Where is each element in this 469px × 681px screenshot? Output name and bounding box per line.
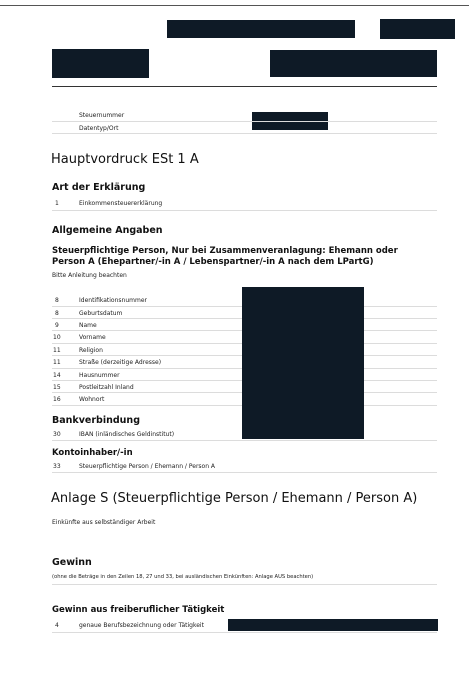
row-number: 10 bbox=[53, 334, 61, 341]
page-title: Hauptvordruck ESt 1 A bbox=[51, 152, 199, 167]
row-label: Identifikationsnummer bbox=[79, 297, 147, 304]
row-number: 33 bbox=[53, 463, 61, 470]
redacted-header-field bbox=[52, 49, 149, 78]
row-divider bbox=[52, 632, 437, 633]
row-label: Einkommensteuererklärung bbox=[79, 200, 163, 207]
row-divider bbox=[52, 121, 437, 122]
redacted-header-field bbox=[270, 50, 437, 77]
row-number: 11 bbox=[53, 347, 61, 354]
redacted-header-field bbox=[380, 19, 455, 39]
section-heading-kontoinhaber: Kontoinhaber/-in bbox=[52, 448, 133, 458]
row-number: 11 bbox=[53, 359, 61, 366]
section-heading-allgemeine: Allgemeine Angaben bbox=[52, 225, 163, 236]
redacted-berufsbezeichnung bbox=[228, 619, 438, 631]
section-subheading-person: Steuerpflichtige Person, Nur bei Zusammenveranlagung: Ehemann oder Person A (Ehepartner/-in A / Lebenspartner/-in A nach dem LPartG) bbox=[52, 246, 398, 267]
row-label: Postleitzahl Inland bbox=[79, 384, 134, 391]
row-label: IBAN (inländisches Geldinstitut) bbox=[79, 431, 175, 438]
row-divider bbox=[52, 133, 437, 134]
eingaben-label: Datentyp/Ort bbox=[79, 125, 119, 132]
row-label: Hausnummer bbox=[79, 372, 120, 379]
row-label: Geburtsdatum bbox=[79, 310, 123, 317]
row-divider bbox=[52, 584, 437, 585]
row-divider bbox=[52, 210, 437, 211]
row-number: 4 bbox=[55, 622, 59, 629]
anlage-s-title: Anlage S (Steuerpflichtige Person / Ehemann / Person A) bbox=[51, 491, 418, 506]
section-heading-freiberuflich: Gewinn aus freiberuflicher Tätigkeit bbox=[52, 605, 225, 615]
section-heading-bank: Bankverbindung bbox=[52, 415, 141, 426]
row-divider bbox=[52, 472, 437, 473]
steuernummer-label: Steuernummer bbox=[79, 112, 125, 119]
row-number: 30 bbox=[53, 431, 61, 438]
row-label: Vorname bbox=[79, 334, 106, 341]
header-rule bbox=[52, 86, 437, 87]
row-label: Religion bbox=[79, 347, 103, 354]
row-number: 1 bbox=[55, 200, 59, 207]
row-label: Name bbox=[79, 322, 97, 329]
row-number: 16 bbox=[53, 396, 61, 403]
row-label: Steuerpflichtige Person / Ehemann / Person A bbox=[79, 463, 216, 470]
gewinn-note: (ohne die Beträge in den Zeilen 18, 27 und 33, bei ausländischen Einkünften: Anlage AUS beachten) bbox=[52, 574, 314, 580]
row-label: Wohnort bbox=[79, 396, 105, 403]
section-heading-art: Art der Erklärung bbox=[52, 182, 146, 193]
row-number: 9 bbox=[55, 322, 59, 329]
note-anleitung: Bitte Anleitung beachten bbox=[52, 272, 127, 279]
row-number: 8 bbox=[55, 297, 59, 304]
row-number: 14 bbox=[53, 372, 61, 379]
row-number: 8 bbox=[55, 310, 59, 317]
row-label: genaue Berufsbezeichnung oder Tätigkeit bbox=[79, 622, 204, 629]
redacted-personal-data bbox=[242, 287, 364, 439]
anlage-s-note: Einkünfte aus selbständiger Arbeit bbox=[52, 519, 156, 526]
section-heading-gewinn: Gewinn bbox=[52, 557, 92, 568]
row-divider bbox=[52, 440, 437, 441]
row-number: 15 bbox=[53, 384, 61, 391]
top-rule bbox=[0, 5, 469, 6]
redacted-header-field bbox=[167, 20, 355, 38]
row-label: Straße (derzeitige Adresse) bbox=[79, 359, 162, 366]
